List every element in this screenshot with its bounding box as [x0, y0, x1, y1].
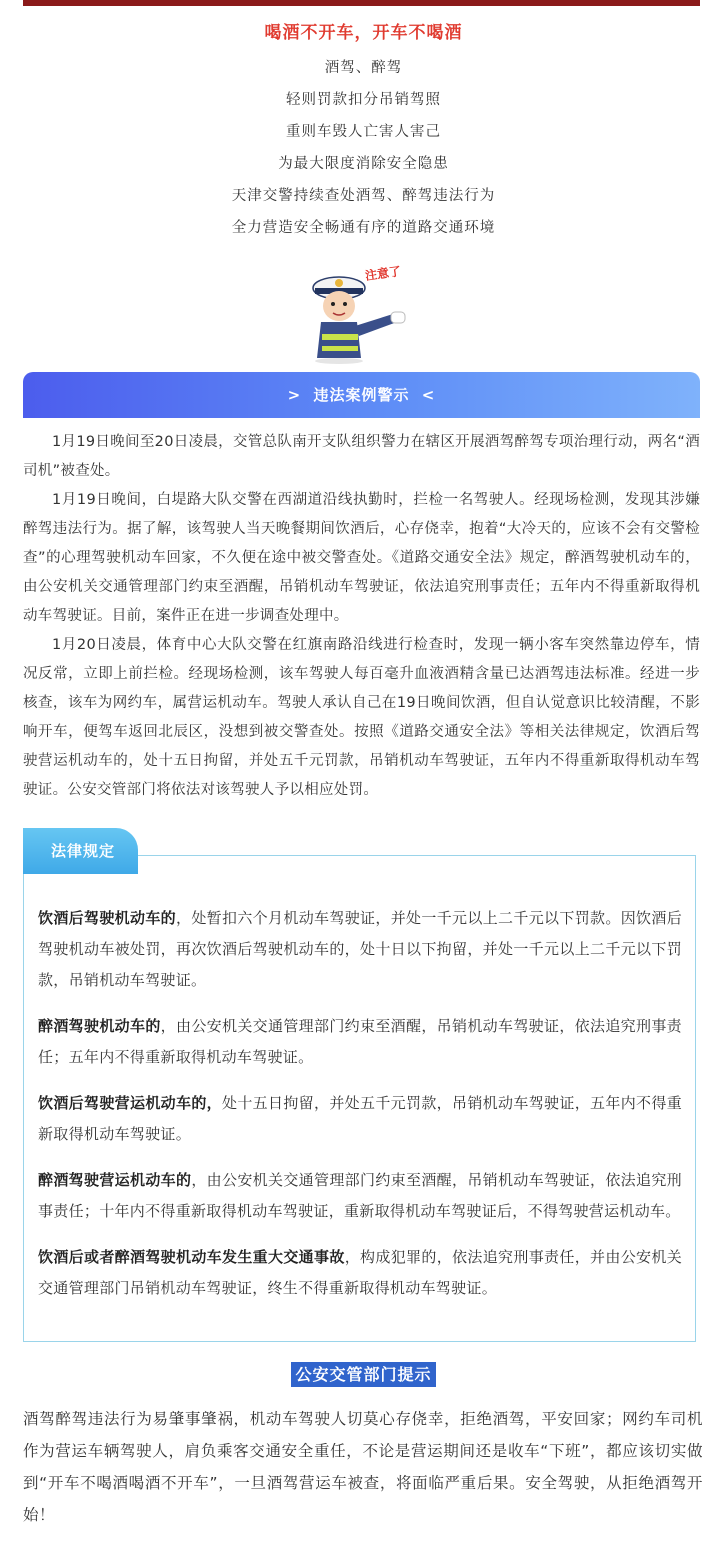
intro-line: 酒驾、醉驾 — [324, 60, 403, 76]
law-regulations-list — [38, 903, 682, 1319]
law-item-text: ，由公安机关交通管理部门约束至酒醒，吊销机动车驾驶证，依法追究刑事责任；十年内不得重新取得机动车驾驶证，重新取得机动车驾驶证后，不得驾驶营运机动车。 — [38, 1171, 682, 1220]
law-item — [38, 1165, 682, 1227]
intro-line: 重则车毁人亡害人害己 — [286, 124, 441, 140]
intro-line: 全力营造安全畅通有序的道路交通环境 — [231, 220, 496, 236]
case-warning-title: 违法案例警示 — [313, 386, 410, 404]
police-tip-heading — [0, 1362, 727, 1385]
law-item-text: ，处暂扣六个月机动车驾驶证，并处一千元以上二千元以下罚款。因饮酒后驾驶机动车被处罚，再次饮酒后驾驶机动车的，处十日以下拘留，并处一千元以上二千元以下罚款，吊销机动车驾驶证。 — [38, 909, 683, 989]
mascot-bubble-text: 注意了 — [364, 264, 402, 284]
police-tip-title: 公安交管部门提示 — [291, 1362, 435, 1387]
law-item-heading: 醉酒驾驶营运机动车的 — [38, 1171, 192, 1189]
law-item-heading: 饮酒后或者醉酒驾驶机动车发生重大交通事故 — [38, 1248, 345, 1266]
traffic-police-mascot-image — [305, 262, 415, 366]
intro-line: 为最大限度消除安全隐患 — [278, 156, 449, 172]
law-item — [38, 903, 682, 996]
article-paragraph: 1月19日晚间，白堤路大队交警在西湖道沿线执勤时，拦检一名驾驶人。经现场检测，发现其涉嫌醉驾违法行为。据了解，该驾驶人当天晚餐期间饮酒后，心存侥幸，抱着“大冷天的，应该不会有交警检查”的心理驾驶机动车回家，不久便在途中被交警查处。《道路交通安全法》规定，醉酒驾驶机动车的，由公安机关交通管理部门约束至酒醒，吊销机动车驾驶证，依法追究刑事责任；五年内不得重新取得机动车驾驶证。目前，案件正在进一步调查处理中。 — [23, 492, 700, 624]
law-item-text: 处十五日拘留，并处五千元罚款，吊销机动车驾驶证，五年内不得重新取得机动车驾驶证。 — [38, 1094, 682, 1143]
intro-line: 轻则罚款扣分吊销驾照 — [286, 92, 441, 108]
law-item-heading: 饮酒后驾驶营运机动车的， — [38, 1094, 223, 1112]
law-item-heading: 醉酒驾驶机动车的 — [38, 1017, 161, 1035]
law-item-text: ，构成犯罪的，依法追究刑事责任，并由公安机关交通管理部门吊销机动车驾驶证，终生不得重新取得机动车驾驶证。 — [38, 1248, 682, 1297]
case-article — [23, 428, 700, 805]
article-paragraph: 1月20日凌晨，体育中心大队交警在红旗南路沿线进行检查时，发现一辆小客车突然靠边停车，情况反常，立即上前拦检。经现场检测，该车驾驶人每百毫升血液酒精含量已达酒驾违法标准。经进一步核查，该车为网约车，属营运机动车。驾驶人承认自己在19日晚间饮酒，但自认觉意识比较清醒，不影响开车，便驾车返回北辰区，没想到被交警查处。按照《道路交通安全法》等相关法律规定，饮酒后驾驶营运机动车的，处十五日拘留，并处五千元罚款，吊销机动车驾驶证，五年内不得重新取得机动车驾驶证。公安交管部门将依法对该驾驶人予以相应处罚。 — [23, 637, 700, 798]
chevron-right-icon: > — [287, 386, 302, 404]
case-warning-banner — [23, 372, 700, 418]
intro-line: 天津交警持续查处酒驾、醉驾违法行为 — [231, 188, 496, 204]
law-item — [38, 1011, 682, 1073]
law-item-heading: 饮酒后驾驶机动车的 — [38, 909, 177, 927]
law-item-text: ，由公安机关交通管理部门约束至酒醒，吊销机动车驾驶证，依法追究刑事责任；五年内不得重新取得机动车驾驶证。 — [38, 1017, 682, 1066]
article-paragraph: 1月19日晚间至20日凌晨，交管总队南开支队组织警力在辖区开展酒驾醉驾专项治理行动，两名“酒司机”被查处。 — [23, 434, 700, 479]
top-divider-bar — [23, 0, 700, 6]
law-item — [38, 1088, 682, 1150]
law-item — [38, 1242, 682, 1304]
police-tip-text: 酒驾醉驾违法行为易肇事肇祸，机动车驾驶人切莫心存侥幸，拒绝酒驾，平安回家；网约车司机作为营运车辆驾驶人，肩负乘客交通安全重任，不论是营运期间还是收车“下班”，都应该切实做到“开车不喝酒喝酒不开车”，一旦酒驾营运车被查，将面临严重后果。安全驾驶，从拒绝酒驾开始！ — [23, 1410, 703, 1524]
slogan-heading: 喝酒不开车，开车不喝酒 — [264, 23, 463, 43]
law-regulations-tab: 法律规定 — [23, 828, 138, 874]
chevron-left-icon: < — [421, 386, 436, 404]
